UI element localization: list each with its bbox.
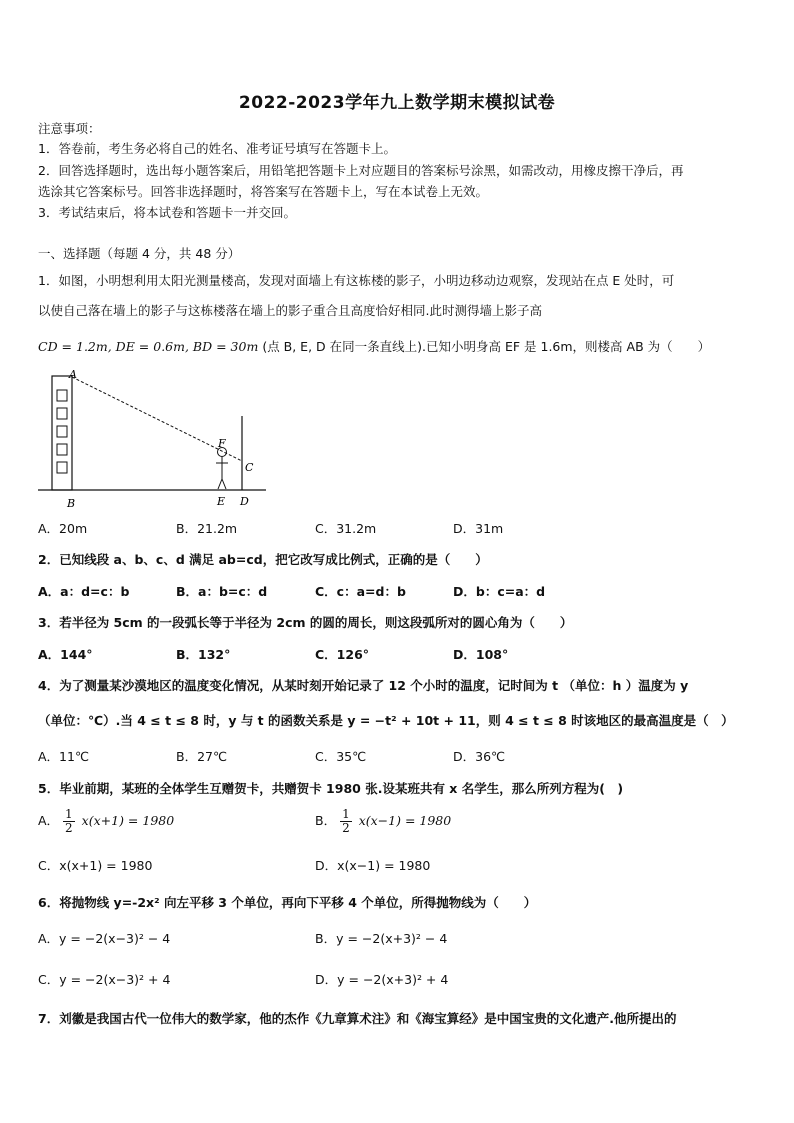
q5-option-a-eq: x(x+1) = 1980	[81, 813, 175, 828]
question-4-line2: （单位：℃）.当 4 ≤ t ≤ 8 时，y 与 t 的函数关系是 y = −t² + 10t + 11，则 4 ≤ t ≤ 8 时该地区的最高温度是（ ）	[38, 713, 734, 728]
q4-option-b: B．27℃	[176, 749, 228, 764]
question-1-line1: 1．如图，小明想利用太阳光测量楼高，发现对面墙上有这栋楼的影子，小明边移动边观察，发现站在点 E 处时，可	[38, 273, 675, 288]
q3-option-b: B．132°	[176, 647, 231, 662]
q6-option-a: A．y = −2(x−3)² − 4	[38, 931, 171, 946]
page-title: 2022-2023学年九上数学期末模拟试卷	[238, 93, 556, 113]
q5-option-b	[315, 808, 451, 835]
label-C: C	[245, 461, 254, 474]
q3-option-a: A．144°	[38, 647, 93, 662]
question-2-stem: 2．已知线段 a、b、c、d 满足 ab=cd，把它改写成比例式，正确的是（ ）	[38, 552, 488, 567]
question-5-stem: 5．毕业前期，某班的全体学生互赠贺卡，共赠贺卡 1980 张.设某班共有 x 名学生，那么所列方程为( )	[38, 781, 624, 796]
notice-item: 1．答卷前，考生务必将自己的姓名、准考证号填写在答题卡上。	[38, 141, 396, 156]
label-D: D	[240, 495, 249, 508]
question-7-stem: 7．刘徽是我国古代一位伟大的数学家，他的杰作《九章算术注》和《海宝算经》是中国宝贵的文化遗产.他所提出的	[38, 1011, 677, 1026]
building-window	[57, 408, 67, 419]
label-F: F	[218, 437, 226, 450]
q1-option-d: D．31m	[453, 521, 504, 536]
q5-option-d: D．x(x−1) = 1980	[315, 858, 431, 873]
q1-line3-text: (点 B, E, D 在同一条直线上).已知小明身高 EF 是 1.6m，则楼高 AB 为（ ）	[262, 339, 711, 354]
building-window	[57, 444, 67, 455]
q6-option-c: C．y = −2(x−3)² + 4	[38, 972, 171, 987]
question-3-stem: 3．若半径为 5cm 的一段弧长等于半径为 2cm 的圆的周长，则这段弧所对的圆心角为（ ）	[38, 615, 573, 630]
q2-option-b: B．a：b=c：d	[176, 584, 268, 599]
q1-option-b: B．21.2m	[176, 521, 238, 536]
building-window	[57, 462, 67, 473]
notice-item: 选涂其它答案标号。回答非选择题时，将答案写在答题卡上，写在本试卷上无效。	[38, 184, 489, 199]
label-B: B	[67, 497, 76, 510]
notice-item: 3．考试结束后，将本试卷和答题卡一并交回。	[38, 205, 296, 220]
person-leg	[218, 479, 222, 489]
question-1-line3	[38, 338, 710, 356]
q5-option-a	[38, 808, 174, 835]
notice-item: 2．回答选择题时，选出每小题答案后，用铅笔把答题卡上对应题目的答案标号涂黑，如需改动，用橡皮擦干净后，再	[38, 163, 684, 178]
q5-option-c: C．x(x+1) = 1980	[38, 858, 153, 873]
building-window	[57, 390, 67, 401]
q6-option-d: D．y = −2(x+3)² + 4	[315, 972, 449, 987]
q4-option-a: A．11℃	[38, 749, 89, 764]
q1-given-values: CD = 1.2m, DE = 0.6m, BD = 30m	[38, 339, 259, 354]
question-1-line2: 以使自己落在墙上的影子与这栋楼落在墙上的影子重合且高度恰好相同.此时测得墙上影子高	[38, 303, 542, 318]
label-E: E	[217, 495, 226, 508]
q2-option-c: C．c：a=d：b	[315, 584, 406, 599]
q5-option-b-eq: x(x−1) = 1980	[358, 813, 452, 828]
notice-heading: 注意事项：	[38, 121, 101, 136]
fraction-one-half: $\frac{1}{2}$	[65, 807, 73, 835]
section-heading: 一、选择题（每题 4 分，共 48 分）	[38, 246, 241, 261]
building-window	[57, 426, 67, 437]
q1-figure	[36, 368, 268, 514]
question-6-stem: 6．将抛物线 y=-2x² 向左平移 3 个单位，再向下平移 4 个单位，所得抛物线为（ ）	[38, 895, 537, 910]
q5-option-b-label: B．	[315, 813, 337, 828]
question-4-line1: 4．为了测量某沙漠地区的温度变化情况，从某时刻开始记录了 12 个小时的温度，记时间为 t （单位：h ）温度为 y	[38, 678, 689, 693]
label-A: A	[69, 368, 77, 381]
q3-option-d: D．108°	[453, 647, 509, 662]
person-leg	[222, 479, 226, 489]
q5-option-a-label: A．	[38, 813, 60, 828]
q3-option-c: C．126°	[315, 647, 370, 662]
q1-option-a: A．20m	[38, 521, 88, 536]
q6-option-b: B．y = −2(x+3)² − 4	[315, 931, 448, 946]
q1-option-c: C．31.2m	[315, 521, 377, 536]
sun-ray	[72, 377, 242, 461]
q2-option-a: A．a：d=c：b	[38, 584, 130, 599]
fraction-one-half: $\frac{1}{2}$	[342, 807, 350, 835]
q4-option-c: C．35℃	[315, 749, 367, 764]
q2-option-d: D．b：c=a：d	[453, 584, 546, 599]
q4-option-d: D．36℃	[453, 749, 506, 764]
